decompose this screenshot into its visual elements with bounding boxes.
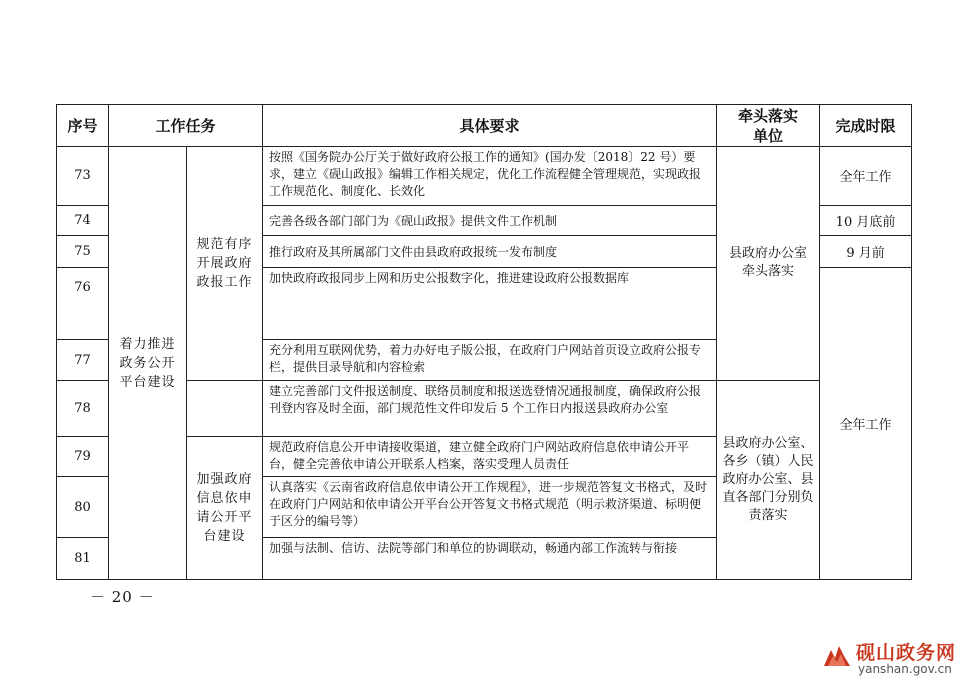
lead-unit-cell-1 xyxy=(717,147,820,380)
requirement-cell: 充分利用互联网优势，着力办好电子版公报，在政府门户网站首页设立政府公报专栏，提供目录导航和内容检索 xyxy=(263,340,717,380)
lead-unit-text-1: 县政府办公室牵头落实 xyxy=(729,246,808,280)
row-number: 76 xyxy=(57,268,109,340)
subtask-cell-1 xyxy=(187,147,263,380)
subtask-text-2: 加强政府信息依申请公开平台建设 xyxy=(196,472,253,545)
row-number: 79 xyxy=(57,437,109,477)
row-number: 81 xyxy=(57,537,109,579)
row-number: 74 xyxy=(57,205,109,235)
deadline-cell: 全年工作 xyxy=(820,147,912,205)
work-task-table xyxy=(56,104,912,580)
requirement-cell: 规范政府信息公开申请接收渠道，建立健全政府门户网站政府信息依申请公开平台，健全完善依申请公开联系人档案，落实受理人员责任 xyxy=(263,437,717,477)
header-task: 工作任务 xyxy=(109,105,263,147)
row-number: 75 xyxy=(57,235,109,267)
watermark-url: yanshan.gov.cn xyxy=(858,662,952,676)
requirement-cell: 建立完善部门文件报送制度、联络员制度和报送选登情况通报制度，确保政府公报刊登内容及时全面，部门规范性文件印发后 5 个工作日内报送县政府办公室 xyxy=(263,380,717,436)
row-number: 77 xyxy=(57,340,109,380)
row-number: 73 xyxy=(57,147,109,205)
page-number: － 20 － xyxy=(90,588,155,606)
subtask-cell-empty xyxy=(187,380,263,436)
row-number: 80 xyxy=(57,477,109,537)
site-watermark xyxy=(822,638,962,682)
requirement-cell: 认真落实《云南省政府信息依申请公开工作规程》，进一步规范答复文书格式，及时在政府门户网站和依申请公开平台公开答复文书格式规范（明示救济渠道、标明便于区分的编号等） xyxy=(263,477,717,537)
header-deadline: 完成时限 xyxy=(820,105,912,147)
table-header-row xyxy=(57,105,912,147)
header-lead xyxy=(717,105,820,147)
lead-unit-cell-2 xyxy=(717,380,820,579)
header-requirement: 具体要求 xyxy=(263,105,717,147)
deadline-cell: 9 月前 xyxy=(820,235,912,267)
subtask-cell-2 xyxy=(187,437,263,580)
requirement-cell: 完善各级各部门部门为《砚山政报》提供文件工作机制 xyxy=(263,205,717,235)
lead-unit-text-2: 县政府办公室、各乡（镇）人民政府办公室、县直各部门分别负责落实 xyxy=(722,435,814,523)
main-task-text: 着力推进政务公开平台建设 xyxy=(119,336,176,390)
table-row xyxy=(57,147,912,205)
requirement-cell: 按照《国务院办公厅关于做好政府公报工作的通知》(国办发〔2018〕22 号）要求，建立《砚山政报》编辑工作相关规定，优化工作流程健全管理规范，实现政报工作规范化、制度化、长效化 xyxy=(263,147,717,205)
mountain-logo-icon xyxy=(822,640,852,670)
header-no: 序号 xyxy=(57,105,109,147)
header-lead-text: 牵头落实单位 xyxy=(738,106,799,145)
subtask-text-1: 规范有序开展政府政报工作 xyxy=(196,236,253,290)
deadline-cell: 全年工作 xyxy=(820,268,912,580)
requirement-cell: 加强与法制、信访、法院等部门和单位的协调联动，畅通内部工作流转与衔接 xyxy=(263,537,717,579)
main-task-cell xyxy=(109,147,187,580)
requirement-cell: 推行政府及其所属部门文件由县政府政报统一发布制度 xyxy=(263,235,717,267)
watermark-title: 砚山政务网 xyxy=(856,642,957,664)
row-number: 78 xyxy=(57,380,109,436)
requirement-cell: 加快政府政报同步上网和历史公报数字化，推进建设政府公报数据库 xyxy=(263,268,717,340)
deadline-cell: 10 月底前 xyxy=(820,205,912,235)
